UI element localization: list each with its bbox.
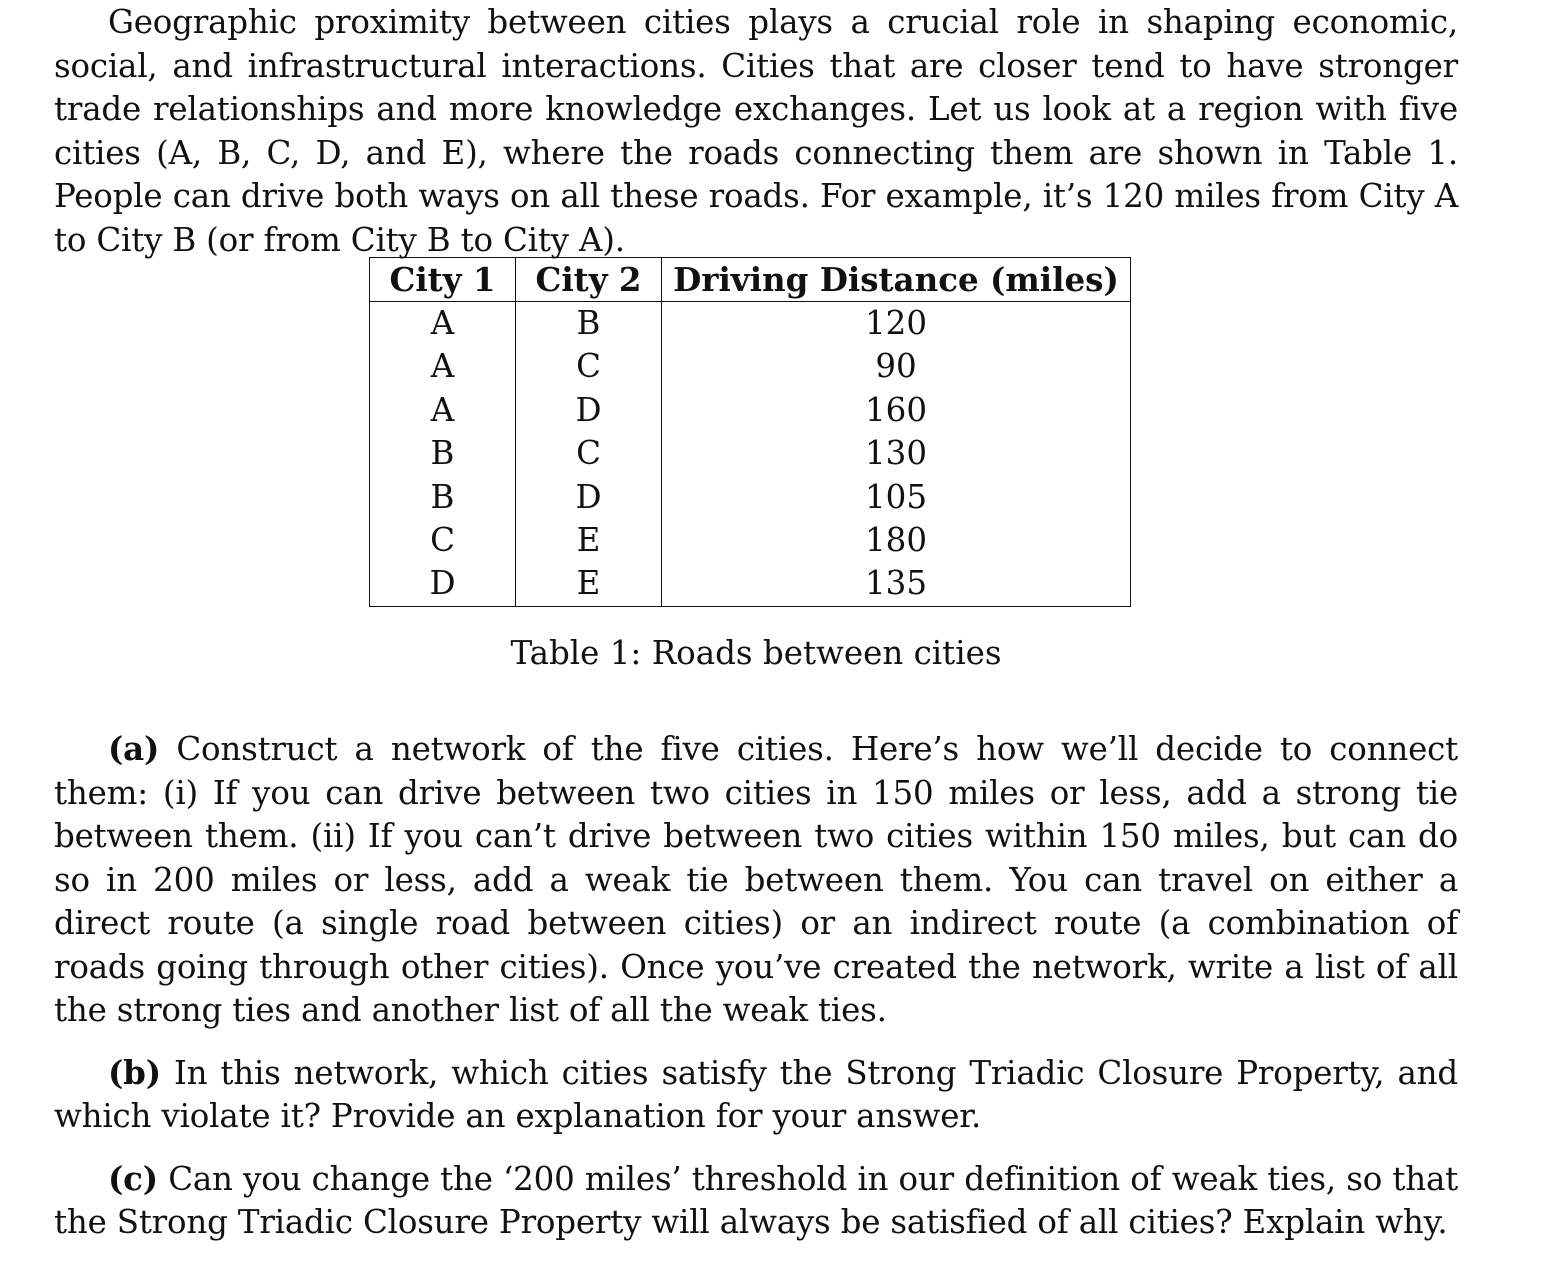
intro-paragraph: Geographic proximity between cities plays a crucial role in shaping economic, social, and infrastructural interactions. Cities that are closer tend to have stronger trade relationships and more knowledge exchanges. Let us look at a region with five cities (A, B, C, D, and E), where the roads connecting them are shown in Table 1. People can drive both ways on all these roads. For example, it’s 120 miles from City A to City B (or from City B to City A). bbox=[54, 3, 1458, 259]
cell-city-2: D bbox=[516, 389, 662, 432]
table-row bbox=[370, 476, 1131, 519]
document-page bbox=[54, 0, 1458, 1241]
table-row bbox=[370, 389, 1131, 432]
cell-city-1: C bbox=[370, 519, 516, 562]
table-row bbox=[370, 302, 1131, 346]
header-city-2: City 2 bbox=[516, 258, 662, 302]
table-row bbox=[370, 562, 1131, 606]
cell-distance: 160 bbox=[662, 389, 1131, 432]
part-c-text: Can you change the ‘200 miles’ threshold in our definition of weak ties, so that the Strong Triadic Closure Property will always be satisfied of all cities? Explain why. bbox=[54, 1159, 1458, 1241]
cell-city-2: C bbox=[516, 345, 662, 388]
cell-city-2: E bbox=[516, 562, 662, 606]
table-row bbox=[370, 519, 1131, 562]
cell-distance: 90 bbox=[662, 345, 1131, 388]
question-parts bbox=[54, 727, 1458, 1263]
part-a-text: Construct a network of the five cities. Here’s how we’ll decide to connect them: (i) If you can drive between two cities in 150 miles or less, add a strong tie between them. (ii) If you can’t drive between two cities within 150 miles, but can do so in 200 miles or less, add a weak tie between them. You can travel on either a direct route (a single road between cities) or an indirect route (a combination of roads going through other cities). Once you’ve created the network, write a list of all the strong ties and another list of all the weak ties. bbox=[54, 730, 1458, 1029]
cell-city-1: A bbox=[370, 389, 516, 432]
question-part-a bbox=[54, 727, 1458, 1033]
cell-distance: 130 bbox=[662, 432, 1131, 475]
cell-distance: 120 bbox=[662, 302, 1131, 346]
header-city-1: City 1 bbox=[370, 258, 516, 302]
cell-distance: 135 bbox=[662, 562, 1131, 606]
part-b-label: (b) bbox=[108, 1052, 161, 1092]
cell-city-1: A bbox=[370, 302, 516, 346]
cell-distance: 105 bbox=[662, 476, 1131, 519]
cell-city-1: D bbox=[370, 562, 516, 606]
cell-city-2: D bbox=[516, 476, 662, 519]
table-row bbox=[370, 345, 1131, 388]
cell-city-2: C bbox=[516, 432, 662, 475]
cell-city-1: B bbox=[370, 432, 516, 475]
roads-table bbox=[369, 257, 1131, 607]
roads-table-container bbox=[369, 257, 1131, 607]
cell-distance: 180 bbox=[662, 519, 1131, 562]
cell-city-1: B bbox=[370, 476, 516, 519]
part-a-label: (a) bbox=[108, 729, 160, 768]
table-row bbox=[370, 432, 1131, 475]
cell-city-1: A bbox=[370, 345, 516, 388]
question-part-c bbox=[54, 1157, 1458, 1245]
header-driving-distance: Driving Distance (miles) bbox=[662, 258, 1131, 302]
table-caption: Table 1: Roads between cities bbox=[510, 634, 1002, 672]
part-b-text: In this network, which cities satisfy the Strong Triadic Closure Property, and which violate it? Provide an explanation for your answer. bbox=[54, 1053, 1458, 1135]
cell-city-2: B bbox=[516, 302, 662, 346]
part-c-label: (c) bbox=[108, 1158, 158, 1198]
question-part-b bbox=[54, 1051, 1458, 1139]
table-header-row bbox=[370, 258, 1131, 302]
cell-city-2: E bbox=[516, 519, 662, 562]
